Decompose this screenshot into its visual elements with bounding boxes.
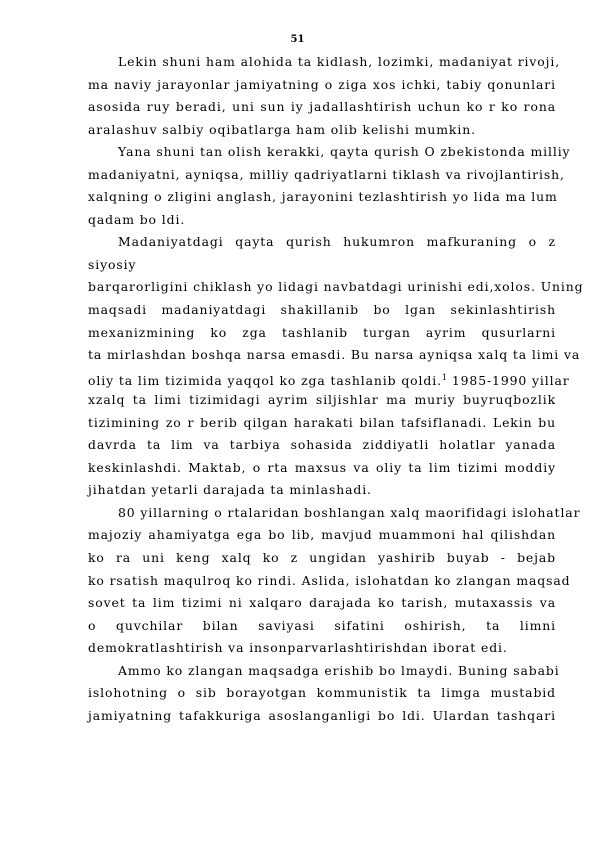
text-line — [88, 524, 556, 547]
text-line-content: o quvchilar bilan saviyasi sifatini oshirish, ta limni — [88, 617, 556, 633]
text-line — [88, 119, 556, 142]
text-line-content: ko ra uni keng xalq ko z ungidan yashirib buyab - bejab — [88, 550, 556, 566]
text-line — [88, 74, 556, 97]
text-line-content: Yana shuni tan olish kerakki, qayta qurish O zbekistonda milliy — [118, 144, 571, 160]
text-line-content: jihatdan yetarli darajada ta minlashadi. — [88, 482, 372, 498]
text-line-content: asosida ruy beradi, uni sun iy jadallashtirish uchun ko r ko rona — [88, 99, 556, 115]
text-line — [88, 592, 556, 615]
text-line-content: jamiyatning tafakkuriga asoslanganligi bo ldi. Ulardan tashqari — [88, 707, 556, 723]
text-line-continuation: 1985-1990 yillar — [447, 372, 570, 388]
text-line — [88, 254, 556, 277]
text-line — [88, 389, 556, 412]
text-line-content: xalqning o zligini anglash, jarayonini tezlashtirish yo lida ma lum — [88, 189, 558, 205]
text-line-content: Lekin shuni ham alohida ta kidlash, lozimki, madaniyat rivoji, — [118, 54, 561, 69]
text-line — [88, 276, 584, 299]
text-line — [88, 457, 556, 480]
text-line — [88, 412, 556, 435]
page-number: 51 — [290, 34, 305, 45]
text-line-content: tizimining zo r berib qilgan harakati bilan tafsiflanadi. Lekin bu — [88, 414, 556, 430]
text-line-content: aralashuv salbiy oqibatlarga ham olib kelishi mumkin. — [88, 121, 476, 137]
text-line — [88, 615, 556, 638]
text-line — [88, 322, 556, 345]
text-line — [88, 231, 556, 254]
text-line — [88, 660, 560, 683]
text-line — [88, 570, 571, 593]
text-line-content: barqarorligini chiklash yo lidagi navbatdagi urinishi edi,xolos. Uning — [88, 279, 584, 295]
text-line-content: 80 yillarning o rtalaridan boshlangan xalq maorifidagi islohatlar — [118, 504, 581, 520]
text-line-content: madaniyatni, ayniqsa, milliy qadriyatlarni tiklash va rivojlantirish, — [88, 166, 565, 182]
text-line-content: sovet ta lim tizimi ni xalqaro darajada ko tarish, mutaxassis va — [88, 595, 556, 611]
text-line — [88, 479, 556, 502]
text-line-content: Ammo ko zlangan maqsadga erishib bo lmaydi. Buning sababi — [118, 662, 560, 678]
text-line-content: siyosiy — [88, 256, 137, 272]
text-line-content: xzalq ta limi tizimidagi ayrim siljishlar ma muriy buyruqbozlik — [88, 392, 556, 408]
text-line-content: maqsadi madaniyatdagi shakillanib bo lgan sekinlashtirish — [88, 302, 556, 318]
text-line-content: Madaniyatdagi qayta qurish hukumron mafkuraning o z — [118, 234, 556, 250]
text-line — [88, 209, 556, 232]
text-line — [88, 51, 561, 74]
text-line-content: mexanizmining ko zga tashlanib turgan ayrim qusurlarni — [88, 324, 556, 340]
body-text — [88, 51, 584, 727]
text-line-content: keskinlashdi. Maktab, o rta maxsus va oliy ta lim tizimi moddiy — [88, 459, 556, 475]
text-line-content: ma naviy jarayonlar jamiyatning o ziga xos ichki, tabiy qonunlari — [88, 76, 556, 92]
text-line — [88, 547, 556, 570]
text-line-content: ta mirlashdan boshqa narsa emasdi. Bu narsa ayniqsa xalq ta limi va — [88, 347, 581, 363]
text-line — [88, 141, 571, 164]
text-line-content: majoziy ahamiyatga ega bo lib, mavjud muammoni hal qilishdan — [88, 527, 556, 543]
text-line — [88, 96, 556, 119]
text-line — [88, 637, 556, 660]
text-line-content: qadam bo ldi. — [88, 211, 186, 227]
text-line-content: davrda ta lim va tarbiya sohasida ziddiyatli holatlar yanada — [88, 437, 556, 453]
text-line — [88, 299, 556, 322]
footnote-marker: 1 — [441, 372, 447, 382]
text-line — [88, 502, 581, 525]
text-line — [88, 434, 556, 457]
text-line — [88, 682, 556, 705]
text-line-content: ko rsatish maqulroq ko rindi. Aslida, islohatdan ko zlangan maqsad — [88, 572, 571, 588]
text-line-content: demokratlashtirish va insonparvarlashtirishdan iborat edi. — [88, 640, 508, 656]
text-line — [88, 344, 581, 367]
text-line-content: oliy ta lim tizimida yaqqol ko zga tashlanib qoldi. — [88, 372, 442, 388]
text-line — [88, 367, 570, 390]
text-line — [88, 186, 556, 209]
text-line — [88, 705, 556, 728]
text-line-content: islohotning o sib borayotgan kommunistik ta limga mustabid — [88, 685, 556, 701]
text-line — [88, 164, 565, 187]
